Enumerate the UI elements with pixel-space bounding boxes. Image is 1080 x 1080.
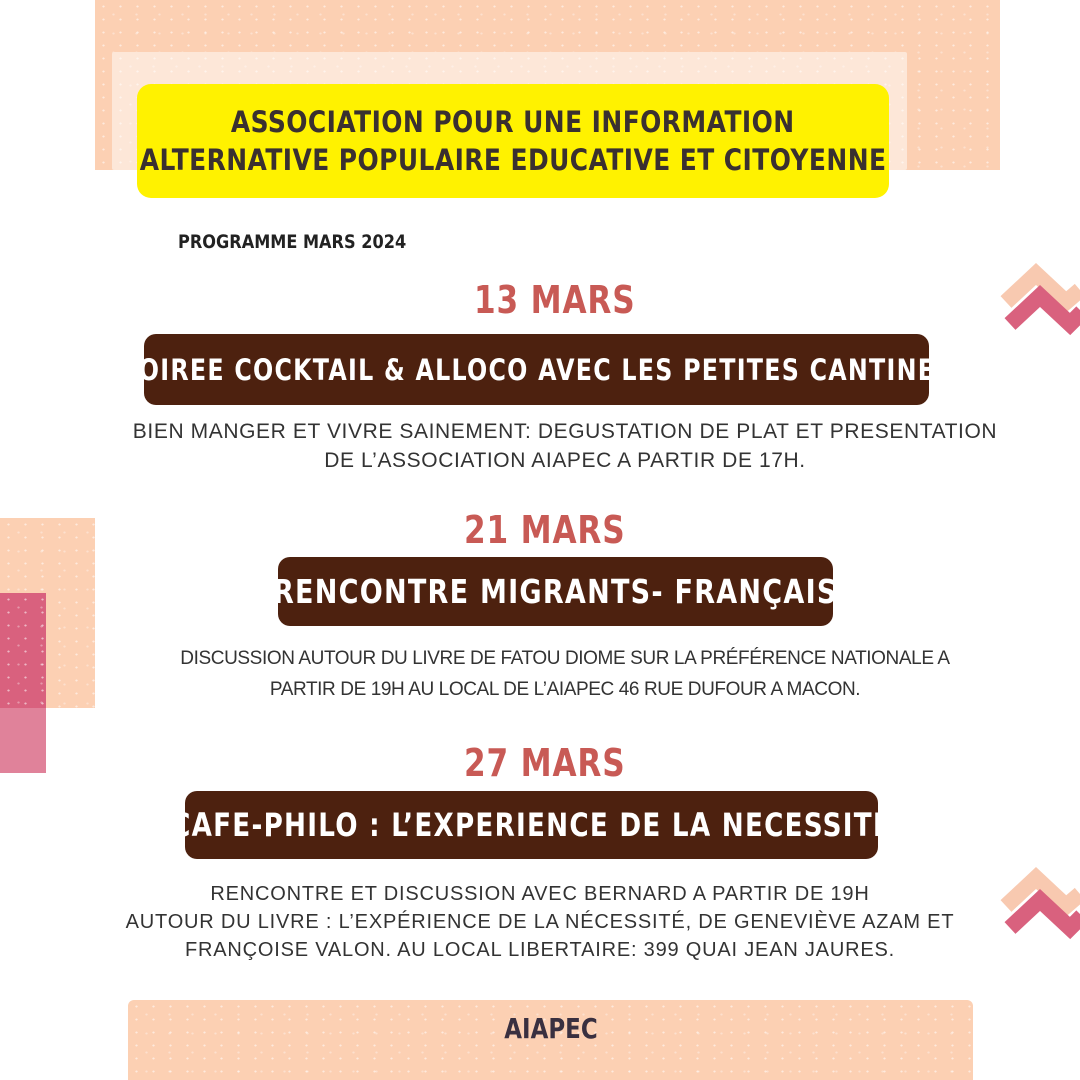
event-3-title: CAFE-PHILO : L’EXPERIENCE DE LA NECESSITE <box>171 806 892 844</box>
event-3-description-line: AUTOUR DU LIVRE : L’EXPÉRIENCE DE LA NÉCESSITÉ, DE GENEVIÈVE AZAM ET <box>125 911 955 933</box>
event-3-description <box>20 880 1060 964</box>
title-line-2: ALTERNATIVE POPULAIRE EDUCATIVE ET CITOYENNE <box>139 143 887 177</box>
event-3-date: 27 MARS <box>464 741 626 785</box>
event-1-date: 13 MARS <box>474 278 636 322</box>
chevron-decor-icon-top <box>1000 262 1080 352</box>
event-3-title-pill <box>171 791 892 859</box>
event-1-title: SOIREE COCKTAIL & ALLOCO AVEC LES PETITES CANTINES <box>119 352 954 387</box>
event-1-description <box>60 417 1070 475</box>
title-banner <box>137 84 889 198</box>
event-2-description-line: DISCUSSION AUTOUR DU LIVRE DE FATOU DIOME SUR LA PRÉFÉRENCE NATIONALE A <box>180 648 950 669</box>
event-3-description-line: FRANÇOISE VALON. AU LOCAL LIBERTAIRE: 399 QUAI JEAN JAURES. <box>185 939 895 961</box>
event-2-title: RENCONTRE MIGRANTS- FRANÇAIS <box>273 572 838 611</box>
event-2-description-line: PARTIR DE 19H AU LOCAL DE L’AIAPEC 46 RUE DUFOUR A MACON. <box>269 679 861 700</box>
left-decor-rose-light <box>0 708 46 773</box>
event-2-description <box>60 643 1070 705</box>
event-2-date: 21 MARS <box>464 508 626 552</box>
event-1-description-line: DE L’ASSOCIATION AIAPEC A PARTIR DE 17H. <box>324 449 806 472</box>
event-3-description-line: RENCONTRE ET DISCUSSION AVEC BERNARD A PARTIR DE 19H <box>210 883 870 905</box>
title-line-1: ASSOCIATION POUR UNE INFORMATION <box>231 105 795 139</box>
footer-label: AIAPEC <box>503 1012 598 1045</box>
event-2-title-pill <box>273 557 838 626</box>
programme-label: PROGRAMME MARS 2024 <box>178 231 407 253</box>
footer <box>128 1012 973 1045</box>
event-1-title-pill <box>119 334 954 405</box>
event-1-description-line: BIEN MANGER ET VIVRE SAINEMENT: DEGUSTATION DE PLAT ET PRESENTATION <box>132 420 998 443</box>
